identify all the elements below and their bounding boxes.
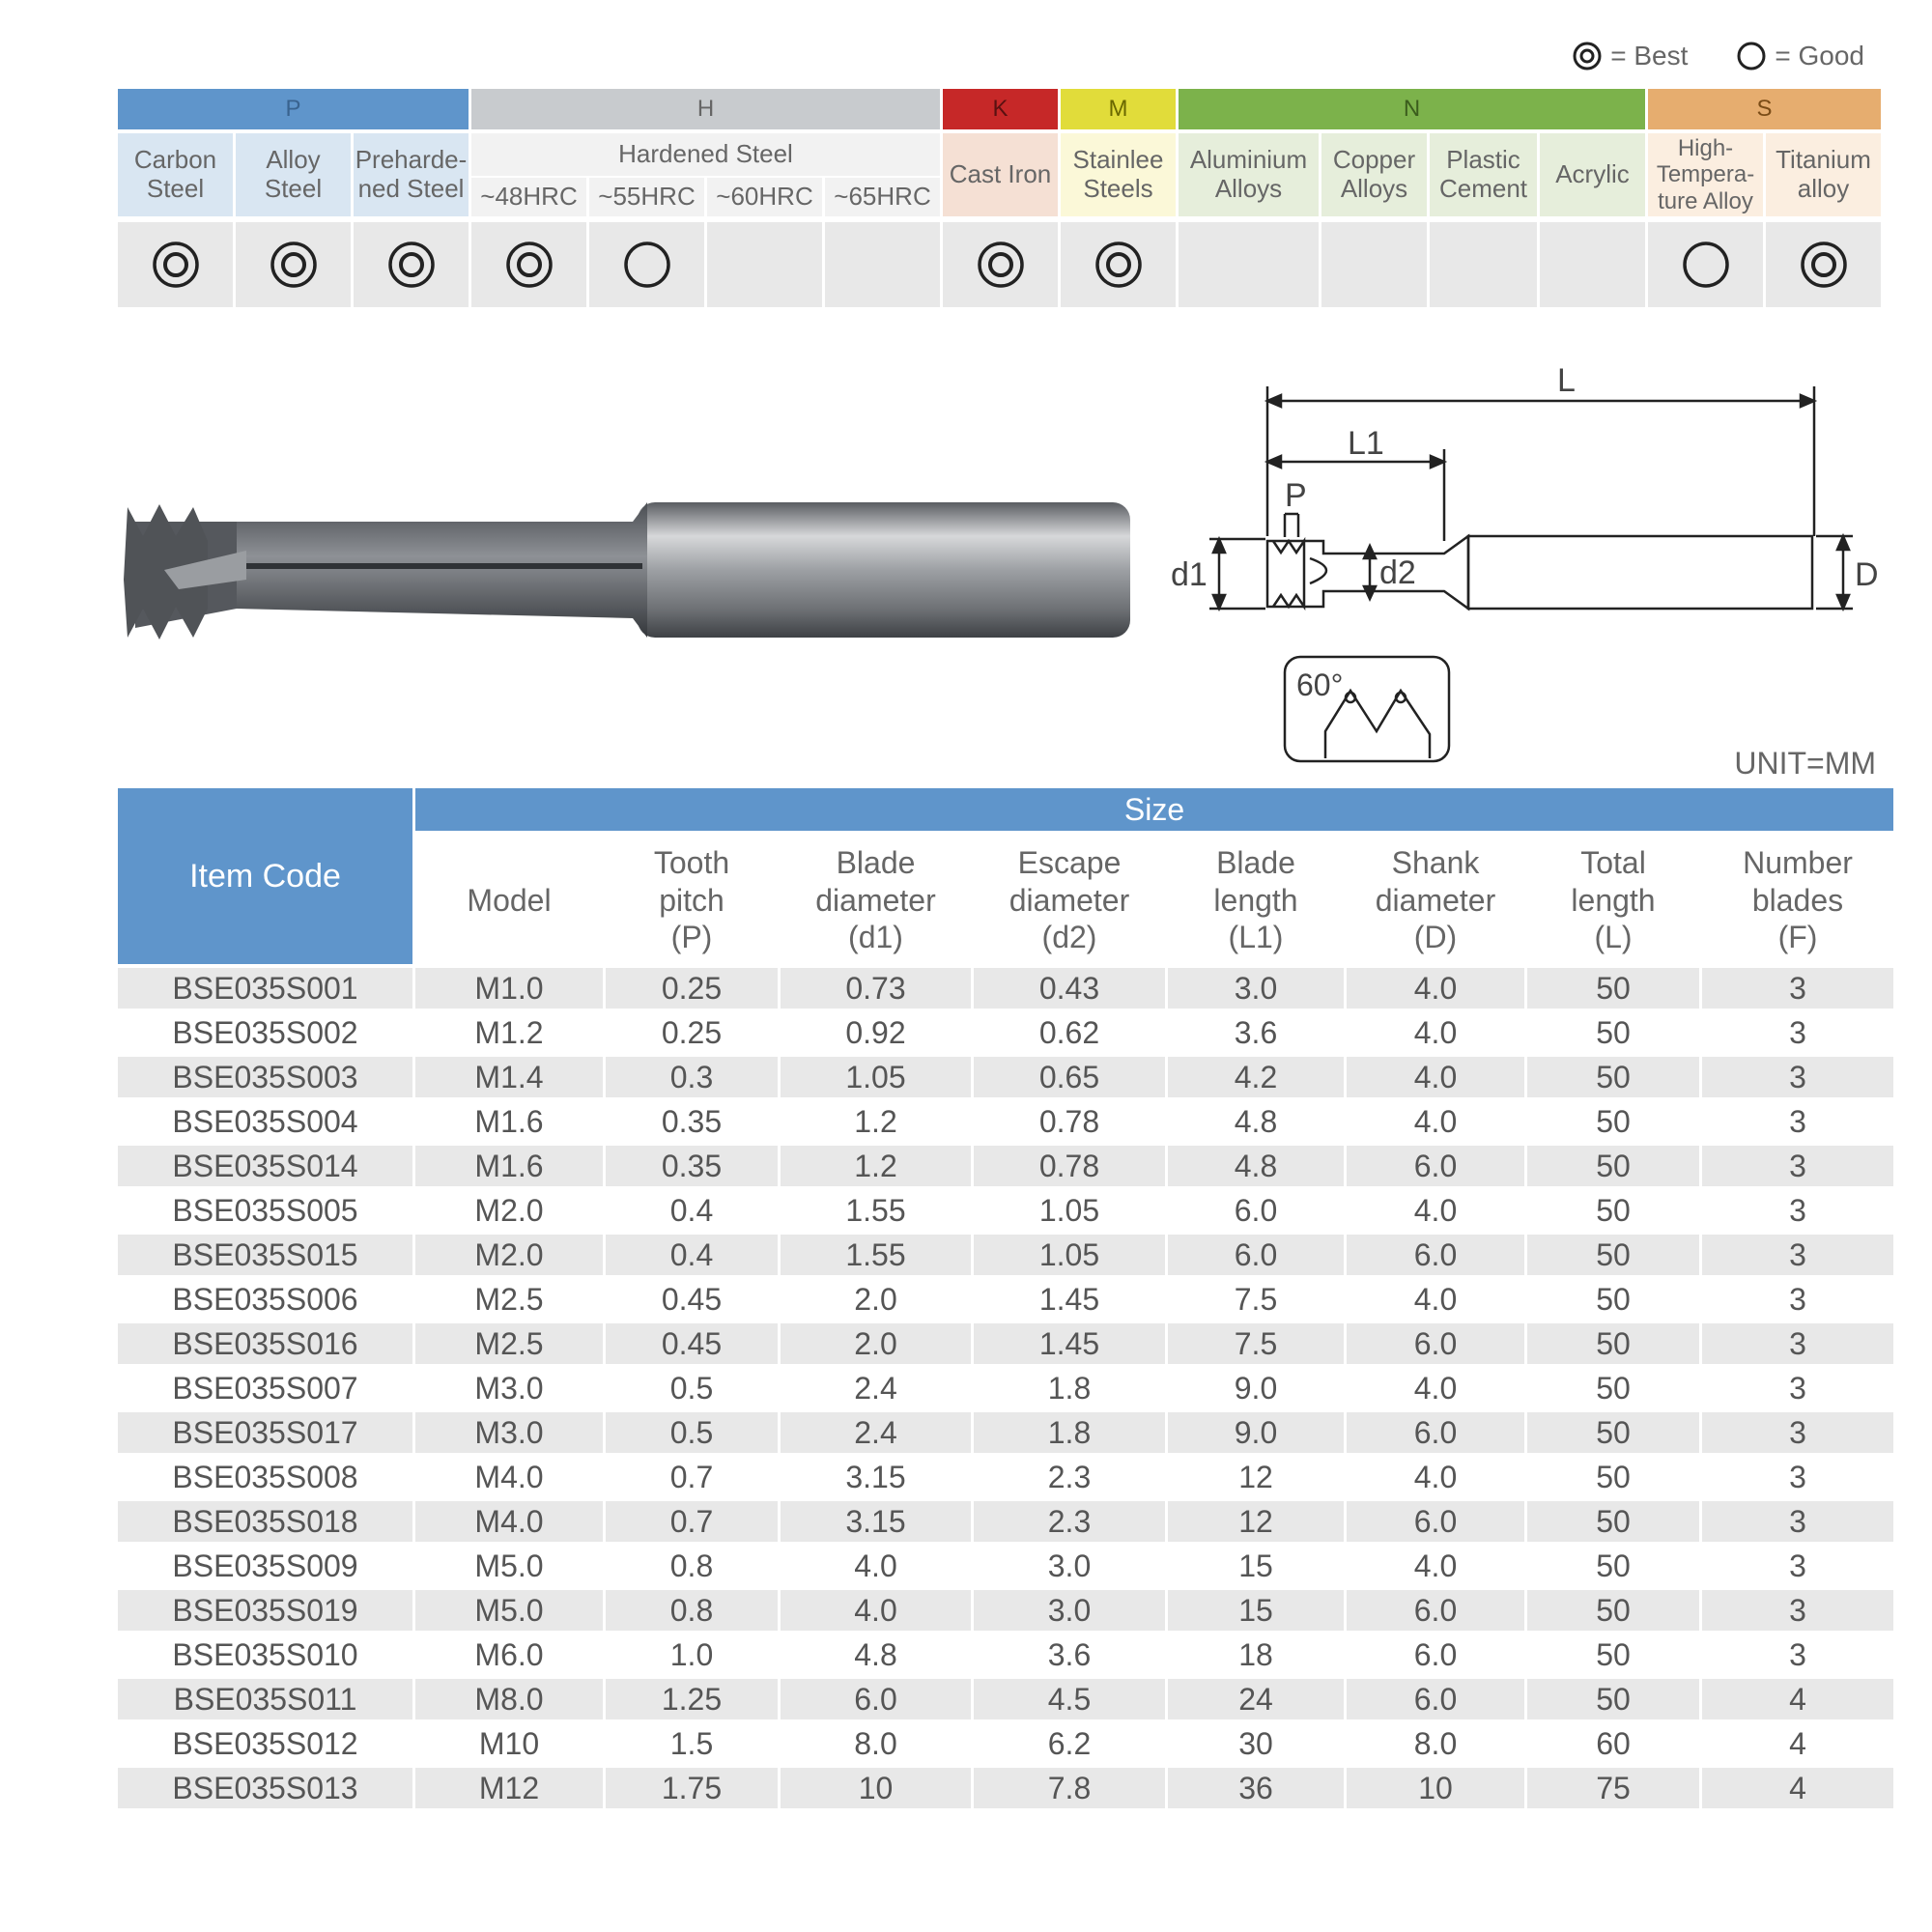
table-cell: M5.0: [474, 1548, 544, 1583]
table-row: [118, 1101, 1893, 1146]
table-header: [118, 788, 1893, 964]
item-code-cell: BSE035S010: [172, 1636, 358, 1672]
material-group-P: P: [118, 89, 469, 129]
table-cell: 6.0: [1347, 1146, 1524, 1186]
table-cell: 7.5: [1234, 1281, 1278, 1317]
table-row: [118, 1235, 1893, 1279]
table-cell: 1.5: [669, 1725, 714, 1761]
table-cell: 3: [1789, 1014, 1806, 1050]
table-cell: 18: [1238, 1636, 1273, 1672]
table-cell: 4: [1789, 1725, 1806, 1761]
table-cell: 1.05: [1038, 1192, 1100, 1228]
table-row: [118, 1501, 1893, 1546]
table-cell: 6.0: [1347, 1501, 1524, 1542]
table-cell: 1.55: [845, 1192, 906, 1228]
table-cell: 4.8: [1234, 1103, 1278, 1139]
table-cell: M10: [478, 1725, 540, 1761]
material-label: Acrylic: [1540, 133, 1645, 216]
table-cell: 4: [1702, 1768, 1893, 1808]
table-cell: 50: [1527, 1679, 1699, 1719]
table-cell: 2.3: [1047, 1459, 1092, 1494]
table-cell: 6.0: [1347, 1412, 1524, 1453]
table-cell: 0.78: [1038, 1103, 1100, 1139]
table-cell: 0.5: [606, 1412, 778, 1453]
table-cell: 3: [1702, 1235, 1893, 1275]
item-code-cell: BSE035S002: [172, 1014, 358, 1050]
table-cell: 6.0: [1234, 1192, 1278, 1228]
column-header: Blade diameter (d1): [815, 845, 936, 955]
table-cell: 2.0: [781, 1323, 971, 1364]
table-cell: 8.0: [1413, 1725, 1458, 1761]
table-cell: 0.25: [606, 968, 778, 1009]
column-header: Tooth pitch (P): [653, 845, 730, 955]
table-cell: M12: [415, 1768, 603, 1808]
table-cell: 3.0: [1168, 968, 1344, 1009]
table-row: [118, 1368, 1893, 1412]
label-d1: d1: [1171, 556, 1208, 593]
specifications-table: [118, 788, 1893, 1812]
table-cell: 0.7: [606, 1501, 778, 1542]
table-cell: 50: [1596, 1192, 1631, 1228]
table-cell: 6.0: [1347, 1323, 1524, 1364]
table-cell: 50: [1596, 1548, 1631, 1583]
table-cell: 10: [1347, 1768, 1524, 1808]
table-cell: 0.4: [669, 1192, 714, 1228]
table-cell: 3: [1702, 1323, 1893, 1364]
tool-photo: [124, 502, 1130, 639]
table-body: [118, 968, 1893, 1812]
table-cell: 4.0: [1413, 1192, 1458, 1228]
table-cell: 4.8: [854, 1636, 897, 1672]
table-cell: 4.2: [1168, 1057, 1344, 1097]
table-row: [118, 1634, 1893, 1679]
table-row: [118, 1057, 1893, 1101]
material-label: ~55HRC: [589, 178, 704, 216]
table-cell: 1.55: [781, 1235, 971, 1275]
table-cell: 6.0: [1347, 1235, 1524, 1275]
table-cell: 50: [1596, 1103, 1631, 1139]
table-cell: 8.0: [854, 1725, 897, 1761]
material-label: Alloy Steel: [236, 133, 351, 216]
table-cell: 15: [1238, 1548, 1273, 1583]
table-cell: 50: [1527, 968, 1699, 1009]
item-code-cell: BSE035S008: [172, 1459, 358, 1494]
table-cell: 1.2: [854, 1103, 897, 1139]
table-cell: 50: [1527, 1501, 1699, 1542]
table-cell: 3: [1702, 1501, 1893, 1542]
table-cell: 3: [1789, 1370, 1806, 1406]
table-cell: M4.0: [415, 1501, 603, 1542]
table-row: [118, 1457, 1893, 1501]
table-cell: 6.0: [1168, 1235, 1344, 1275]
table-cell: M8.0: [415, 1679, 603, 1719]
tool-illustration: [0, 0, 1932, 773]
item-code-header: Item Code: [118, 788, 412, 964]
table-cell: 50: [1596, 1281, 1631, 1317]
table-cell: 1.0: [669, 1636, 714, 1672]
table-cell: 3: [1789, 1281, 1806, 1317]
material-label: Titanium alloy: [1766, 133, 1881, 216]
table-cell: 50: [1596, 1014, 1631, 1050]
column-header: Escape diameter (d2): [1009, 845, 1130, 955]
table-cell: 3: [1789, 1636, 1806, 1672]
table-cell: M2.0: [415, 1235, 603, 1275]
table-cell: 2.0: [854, 1281, 897, 1317]
item-code-cell: BSE035S006: [172, 1281, 358, 1317]
table-cell: 36: [1168, 1768, 1344, 1808]
table-cell: 50: [1527, 1412, 1699, 1453]
material-label: ~48HRC: [471, 178, 586, 216]
label-D: D: [1855, 556, 1879, 593]
item-code-cell: BSE035S011: [118, 1679, 412, 1719]
table-cell: 50: [1596, 1370, 1631, 1406]
table-cell: 0.43: [974, 968, 1165, 1009]
table-cell: 4.0: [1413, 1548, 1458, 1583]
column-header: Shank diameter (D): [1375, 845, 1496, 955]
table-cell: 4: [1702, 1679, 1893, 1719]
column-header: Total length (L): [1571, 845, 1656, 955]
material-label: Preharde- ned Steel: [354, 133, 469, 216]
dimension-drawing: [1209, 386, 1853, 761]
table-cell: 0.8: [606, 1590, 778, 1631]
table-cell: 0.78: [974, 1146, 1165, 1186]
table-cell: 7.8: [974, 1768, 1165, 1808]
table-cell: M2.5: [474, 1281, 544, 1317]
table-cell: 1.45: [974, 1323, 1165, 1364]
table-cell: M1.2: [474, 1014, 544, 1050]
table-cell: 0.62: [1038, 1014, 1100, 1050]
material-label: High- Tempera- ture Alloy: [1648, 133, 1763, 216]
table-cell: 4.0: [1413, 1459, 1458, 1494]
table-cell: 50: [1527, 1146, 1699, 1186]
table-cell: M6.0: [474, 1636, 544, 1672]
table-row: [118, 1723, 1893, 1768]
table-cell: M1.4: [415, 1057, 603, 1097]
table-cell: 4.0: [1413, 1281, 1458, 1317]
table-cell: 0.35: [606, 1146, 778, 1186]
table-cell: 3.6: [1234, 1014, 1278, 1050]
table-row: [118, 1768, 1893, 1812]
table-cell: 1.8: [1047, 1370, 1092, 1406]
table-cell: 1.8: [974, 1412, 1165, 1453]
label-d2: d2: [1379, 554, 1416, 591]
table-cell: 9.0: [1168, 1412, 1344, 1453]
material-label: Carbon Steel: [118, 133, 233, 216]
table-cell: M1.0: [415, 968, 603, 1009]
table-cell: 15: [1168, 1590, 1344, 1631]
material-label: ~65HRC: [825, 178, 940, 216]
table-cell: 1.05: [781, 1057, 971, 1097]
label-L: L: [1557, 362, 1576, 399]
table-cell: 3: [1789, 1548, 1806, 1583]
table-cell: 3.6: [1047, 1636, 1092, 1672]
item-code-cell: BSE035S017: [118, 1412, 412, 1453]
table-cell: 0.45: [606, 1323, 778, 1364]
table-cell: 3.0: [974, 1590, 1165, 1631]
table-row: [118, 1679, 1893, 1723]
table-cell: 6.0: [1347, 1590, 1524, 1631]
table-cell: 50: [1527, 1057, 1699, 1097]
table-cell: M2.5: [415, 1323, 603, 1364]
table-cell: 4.5: [974, 1679, 1165, 1719]
item-code-cell: BSE035S001: [118, 968, 412, 1009]
material-group-S: S: [1648, 89, 1881, 129]
table-cell: 50: [1596, 1636, 1631, 1672]
table-row: [118, 1279, 1893, 1323]
label-P: P: [1285, 477, 1307, 514]
item-code-cell: BSE035S007: [172, 1370, 358, 1406]
table-cell: 1.05: [974, 1235, 1165, 1275]
table-cell: 0.92: [845, 1014, 906, 1050]
table-cell: 4.0: [1413, 1370, 1458, 1406]
table-row: [118, 1590, 1893, 1634]
column-header: Model: [467, 882, 552, 918]
item-code-cell: BSE035S013: [118, 1768, 412, 1808]
table-cell: M5.0: [415, 1590, 603, 1631]
material-label: Stainlee Steels: [1061, 133, 1176, 216]
table-cell: 0.45: [661, 1281, 723, 1317]
table-row: [118, 1412, 1893, 1457]
item-code-cell: BSE035S015: [118, 1235, 412, 1275]
table-cell: M3.0: [474, 1370, 544, 1406]
table-cell: 12: [1168, 1501, 1344, 1542]
table-cell: 3.15: [781, 1501, 971, 1542]
table-cell: 75: [1527, 1768, 1699, 1808]
table-cell: 3: [1702, 1412, 1893, 1453]
item-code-cell: BSE035S004: [172, 1103, 358, 1139]
material-label: ~60HRC: [707, 178, 822, 216]
item-code-cell: BSE035S019: [118, 1590, 412, 1631]
table-cell: 24: [1168, 1679, 1344, 1719]
table-cell: 0.8: [669, 1548, 714, 1583]
label-L1: L1: [1348, 425, 1384, 462]
unit-label: UNIT=MM: [1734, 746, 1876, 781]
table-cell: 0.5: [669, 1370, 714, 1406]
table-row: [118, 1146, 1893, 1190]
material-label: Aluminium Alloys: [1179, 133, 1319, 216]
table-cell: 7.5: [1168, 1323, 1344, 1364]
table-cell: 3: [1702, 1146, 1893, 1186]
table-cell: 3: [1702, 1590, 1893, 1631]
item-code-cell: BSE035S016: [118, 1323, 412, 1364]
table-cell: 0.7: [669, 1459, 714, 1494]
table-cell: 4.0: [1413, 1014, 1458, 1050]
material-group-K: K: [943, 89, 1058, 129]
table-cell: 0.3: [606, 1057, 778, 1097]
item-code-cell: BSE035S018: [118, 1501, 412, 1542]
material-group-H: H: [471, 89, 940, 129]
table-cell: 3: [1789, 1192, 1806, 1228]
table-cell: 30: [1238, 1725, 1273, 1761]
table-cell: 50: [1527, 1323, 1699, 1364]
table-cell: 9.0: [1234, 1370, 1278, 1406]
material-label: Copper Alloys: [1321, 133, 1427, 216]
table-cell: M3.0: [415, 1412, 603, 1453]
table-cell: 3: [1702, 1057, 1893, 1097]
table-cell: 6.0: [781, 1679, 971, 1719]
table-row: [118, 968, 1893, 1012]
table-cell: 0.35: [661, 1103, 723, 1139]
table-cell: 1.75: [606, 1768, 778, 1808]
table-cell: 3: [1702, 968, 1893, 1009]
table-cell: 60: [1596, 1725, 1631, 1761]
table-cell: 4.0: [1347, 968, 1524, 1009]
table-cell: 2.4: [781, 1412, 971, 1453]
table-cell: 4.0: [854, 1548, 897, 1583]
table-cell: 4.0: [781, 1590, 971, 1631]
table-cell: 10: [781, 1768, 971, 1808]
table-cell: 2.3: [974, 1501, 1165, 1542]
table-cell: 3: [1789, 1459, 1806, 1494]
column-header: Number blades (F): [1743, 845, 1853, 955]
table-cell: 4.8: [1168, 1146, 1344, 1186]
table-cell: M1.6: [474, 1103, 544, 1139]
table-cell: M4.0: [474, 1459, 544, 1494]
table-cell: 1.2: [781, 1146, 971, 1186]
table-cell: 50: [1527, 1590, 1699, 1631]
table-cell: M1.6: [415, 1146, 603, 1186]
table-cell: 50: [1596, 1459, 1631, 1494]
column-header: Blade length (L1): [1213, 845, 1298, 955]
hardened-steel-label: Hardened Steel: [471, 133, 940, 176]
table-cell: 12: [1238, 1459, 1273, 1494]
table-cell: 1.25: [606, 1679, 778, 1719]
table-cell: 0.25: [661, 1014, 723, 1050]
table-cell: 3.15: [845, 1459, 906, 1494]
table-cell: 6.0: [1347, 1679, 1524, 1719]
table-row: [118, 1012, 1893, 1057]
table-cell: 6.0: [1413, 1636, 1458, 1672]
size-header: Size: [415, 788, 1893, 831]
table-cell: 50: [1527, 1235, 1699, 1275]
table-row: [118, 1190, 1893, 1235]
table-row: [118, 1546, 1893, 1590]
item-code-cell: BSE035S009: [172, 1548, 358, 1583]
table-cell: 4.0: [1347, 1057, 1524, 1097]
label-angle: 60°: [1296, 668, 1344, 702]
table-cell: 2.4: [854, 1370, 897, 1406]
legend-best-label: = Best: [1610, 41, 1689, 71]
material-group-N: N: [1179, 89, 1645, 129]
item-code-cell: BSE035S003: [118, 1057, 412, 1097]
legend-good-label: = Good: [1775, 41, 1864, 71]
item-code-cell: BSE035S005: [172, 1192, 358, 1228]
table-row: [118, 1323, 1893, 1368]
table-cell: 3.0: [1047, 1548, 1092, 1583]
material-label: Cast Iron: [943, 133, 1058, 216]
table-cell: 3: [1789, 1103, 1806, 1139]
material-label: Plastic Cement: [1430, 133, 1537, 216]
table-cell: 0.4: [606, 1235, 778, 1275]
table-cell: 4.0: [1413, 1103, 1458, 1139]
material-group-M: M: [1061, 89, 1176, 129]
item-code-cell: BSE035S014: [118, 1146, 412, 1186]
table-cell: 6.2: [1047, 1725, 1092, 1761]
item-code-cell: BSE035S012: [172, 1725, 358, 1761]
table-cell: M2.0: [474, 1192, 544, 1228]
table-cell: 1.45: [1038, 1281, 1100, 1317]
table-cell: 0.65: [974, 1057, 1165, 1097]
table-cell: 0.73: [781, 968, 971, 1009]
